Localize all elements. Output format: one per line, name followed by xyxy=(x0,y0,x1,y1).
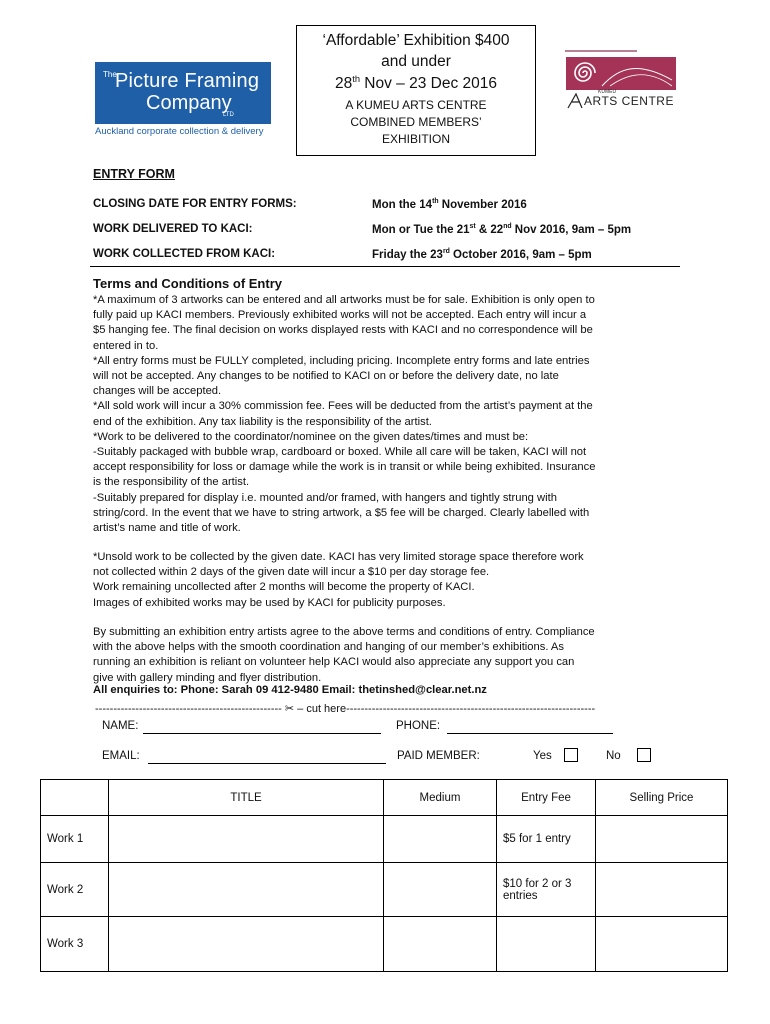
work-label: Work 3 xyxy=(41,917,109,972)
closing-date-value: Mon the 14th November 2016 xyxy=(372,198,527,211)
kaci-small-text: KUMEU xyxy=(598,89,617,95)
terms-line: fully paid up KACI members. Previously exhibited works will not be accepted. Each entry will incur a xyxy=(93,309,587,322)
fee-cell: $10 for 2 or 3 entries xyxy=(497,863,596,917)
title-line5: COMBINED MEMBERS’ xyxy=(350,115,482,130)
delivered-value: Mon or Tue the 21st & 22nd Nov 2016, 9am – 5pm xyxy=(372,223,632,236)
paid-member-label: PAID MEMBER: xyxy=(397,750,480,762)
collected-label: WORK COLLECTED FROM KACI: xyxy=(93,248,276,260)
swoosh-icon xyxy=(600,60,674,88)
terms-line: *All entry forms must be FULLY completed, including pricing. Incomplete entry forms and late entries xyxy=(93,354,590,367)
name-label: NAME: xyxy=(102,720,139,732)
closing-date-label: CLOSING DATE FOR ENTRY FORMS: xyxy=(93,198,297,210)
table-header-row xyxy=(41,780,728,816)
title-cell[interactable] xyxy=(109,917,384,972)
terms-heading: Terms and Conditions of Entry xyxy=(93,276,282,291)
email-label: EMAIL: xyxy=(102,750,140,762)
terms-line: Images of exhibited works may be used by KACI for publicity purposes. xyxy=(93,596,446,609)
terms-line: will not be accepted. Any changes to be notified to KACI on or before the delivery date, no late xyxy=(93,370,559,382)
title-dates: 28th Nov – 23 Dec 2016 xyxy=(334,74,498,93)
spiral-icon xyxy=(570,58,600,88)
terms-line: with the above helps with the smooth coordination and hanging of our member’s exhibitions. As xyxy=(93,641,564,654)
header-selling-price: Selling Price xyxy=(596,780,728,816)
terms-line: string/cord. In the event that we have to string artwork, a $5 fee will be charged. Clearly labelled with xyxy=(93,506,590,519)
terms-line: *Work to be delivered to the coordinator/nominee on the given dates/times and must be: xyxy=(93,430,529,443)
terms-line: *A maximum of 3 artworks can be entered and all artworks must be for sale. Exhibition is only open to xyxy=(93,294,595,306)
medium-cell[interactable] xyxy=(384,863,497,917)
header-entry-fee: Entry Fee xyxy=(497,780,596,816)
delivered-label: WORK DELIVERED TO KACI: xyxy=(93,223,253,235)
enquiries-line: All enquiries to: Phone: Sarah 09 412-9480 Email: thetinshed@clear.net.nz xyxy=(93,684,487,696)
title-line1: ‘Affordable’ Exhibition $400 xyxy=(322,32,510,49)
phone-field[interactable] xyxy=(447,733,613,734)
terms-line: artist’s name and title of work. xyxy=(93,522,241,534)
logo-tagline: Auckland corporate collection & delivery xyxy=(95,126,264,137)
header-medium: Medium xyxy=(384,780,497,816)
terms-line: give with gallery minding and flyer distribution. xyxy=(93,671,322,684)
title-cell[interactable] xyxy=(109,816,384,863)
terms-line: *Unsold work to be collected by the given date. KACI has very limited storage space therefore work xyxy=(93,551,584,563)
cut-line: --------------------------------------------------- ✂ – cut here-------------------------------------------------------------------- xyxy=(95,703,596,715)
picture-framing-company-logo xyxy=(95,62,271,124)
terms-line: entered in to. xyxy=(93,339,159,352)
logo-ltd: LTD xyxy=(223,112,234,118)
terms-line: changes will be accepted. xyxy=(93,385,222,398)
work-label: Work 2 xyxy=(41,863,109,917)
title-line4: A KUMEU ARTS CENTRE xyxy=(345,98,487,113)
entry-form-heading: ENTRY FORM xyxy=(93,167,175,181)
yes-checkbox[interactable] xyxy=(564,748,578,762)
terms-line: -Suitably prepared for display i.e. mounted and/or framed, with hangers and tightly strung with xyxy=(93,491,557,504)
terms-line: Work remaining uncollected after 2 months will become the property of KACI. xyxy=(93,581,475,594)
no-checkbox[interactable] xyxy=(637,748,651,762)
exhibition-title-box xyxy=(296,25,536,156)
price-cell[interactable] xyxy=(596,816,728,863)
table-row xyxy=(41,863,728,917)
logo-line1: Picture Framing xyxy=(115,70,260,92)
terms-line: By submitting an exhibition entry artists agree to the above terms and conditions of entry. Compliance xyxy=(93,626,595,638)
terms-line: accept responsibility for loss or damage while the work is in transit or while being exhibited. Insurance xyxy=(93,461,596,474)
kaci-top-line xyxy=(565,50,637,52)
title-line6: EXHIBITION xyxy=(381,132,450,147)
yes-label: Yes xyxy=(533,750,552,762)
work-label: Work 1 xyxy=(41,816,109,863)
medium-cell[interactable] xyxy=(384,816,497,863)
phone-label: PHONE: xyxy=(396,720,441,732)
terms-line: $5 hanging fee. The final decision on works displayed rests with KACI and no correspondence will be xyxy=(93,324,593,337)
terms-line: -Suitably packaged with bubble wrap, cardboard or boxed. While all care will be taken, KACI will not xyxy=(93,446,587,458)
table-row xyxy=(41,816,728,863)
header-blank xyxy=(41,780,109,816)
name-field[interactable] xyxy=(143,733,381,734)
terms-line: is the responsibility of the artist. xyxy=(93,476,250,489)
fee-cell: $5 for 1 entry xyxy=(497,816,596,863)
kaci-name: ARTS CENTRE xyxy=(584,94,674,108)
terms-line: end of the exhibition. Any tax liability is the responsibility of the artist. xyxy=(93,415,432,428)
terms-line: running an exhibition is reliant on volunteer help KACI would also appreciate any support you can xyxy=(93,656,575,669)
collected-value: Friday the 23rd October 2016, 9am – 5pm xyxy=(372,248,592,261)
title-cell[interactable] xyxy=(109,863,384,917)
header-title: TITLE xyxy=(109,780,384,816)
medium-cell[interactable] xyxy=(384,917,497,972)
price-cell[interactable] xyxy=(596,917,728,972)
no-label: No xyxy=(606,750,621,762)
email-field[interactable] xyxy=(148,763,386,764)
works-table xyxy=(40,779,728,972)
fee-cell xyxy=(497,917,596,972)
logo-the: The xyxy=(103,70,117,79)
table-row xyxy=(41,917,728,972)
title-line2: and under xyxy=(381,53,451,70)
logo-line2: Company xyxy=(146,92,232,114)
terms-line: *All sold work will incur a 30% commission fee. Fees will be deducted from the artist’s payment at the xyxy=(93,400,593,413)
price-cell[interactable] xyxy=(596,863,728,917)
terms-line: not collected within 2 days of the given date will incur a $10 per day storage fee. xyxy=(93,566,490,579)
divider xyxy=(90,266,680,267)
